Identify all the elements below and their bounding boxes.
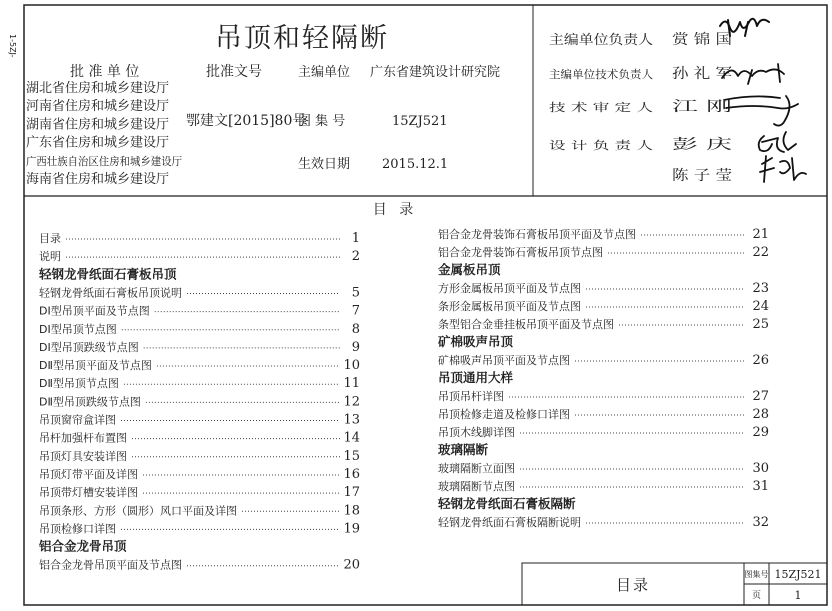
- toc-entry-page: 24: [752, 299, 769, 314]
- atlas-no: 15ZJ521: [392, 114, 448, 129]
- toc-entry[interactable]: [39, 304, 360, 319]
- toc-entry-title: 铝合金龙骨吊顶平面及节点图: [39, 558, 182, 572]
- toc-entry-title: 玻璃隔断节点图: [438, 480, 515, 493]
- toc-entry-page: 18: [343, 503, 360, 519]
- approval-unit: 广西壮族自治区住房和城乡建设厅: [26, 154, 191, 168]
- toc-entry-page: 16: [343, 466, 360, 482]
- approval-doc-label: 批准文号: [206, 64, 262, 80]
- approval-unit: 海南省住房和城乡建设厅: [26, 172, 170, 187]
- editor-unit: 广东省建筑设计研究院: [370, 65, 501, 80]
- responsible-role: 技 术 审 定 人: [549, 101, 618, 114]
- toc-entry-page: 20: [343, 557, 360, 573]
- toc-entry[interactable]: [438, 515, 769, 530]
- toc-entry-title: 吊顶吊杆详图: [438, 390, 504, 403]
- toc-entry[interactable]: [39, 376, 360, 391]
- toc-entry-title: DⅡ型吊顶跌级节点图: [39, 395, 141, 409]
- toc-entry-page: 19: [343, 521, 360, 537]
- toc-entry-page: 29: [752, 425, 769, 440]
- title-block-page-label: 页: [751, 591, 762, 601]
- toc-section-heading: 金属板吊顶: [438, 262, 501, 277]
- toc-entry-title: 吊顶检修走道及检修口详图: [438, 408, 570, 421]
- toc-entry-title: DⅠ型吊顶跌级节点图: [39, 340, 139, 354]
- toc-entry[interactable]: [438, 245, 769, 260]
- toc-entry-page: 11: [343, 376, 360, 392]
- toc-right-column: [437, 227, 769, 530]
- toc-entry-title: 方形金属板吊顶平面及节点图: [438, 282, 581, 295]
- toc-entry[interactable]: [39, 231, 360, 246]
- toc-entry[interactable]: [438, 281, 769, 296]
- toc-entry-title: 吊杆加强杆布置图: [39, 431, 127, 445]
- responsible-name: 彭 庆: [672, 137, 705, 153]
- toc-entry-page: 30: [752, 461, 769, 476]
- toc-entry[interactable]: [39, 503, 360, 518]
- toc-entry-title: 吊顶灯具安装详图: [39, 449, 127, 463]
- toc-entry[interactable]: [438, 425, 769, 440]
- title-block-atlas-no: 15ZJ521: [774, 568, 822, 581]
- effective-date: 2015.12.1: [382, 157, 449, 172]
- toc-entry-page: 26: [752, 353, 769, 368]
- toc-entry-title: 吊顶条形、方形（圆形）风口平面及详图: [39, 504, 237, 518]
- toc-entry[interactable]: [39, 449, 360, 464]
- toc-entry-page: 1: [351, 231, 360, 246]
- approval-unit: 湖南省住房和城乡建设厅: [26, 117, 170, 133]
- toc-entry-title: 吊顶带灯槽安装详图: [39, 486, 138, 500]
- toc-entry-page: 10: [343, 358, 360, 374]
- toc-entry-title: 条形金属板吊顶平面及节点图: [438, 300, 581, 313]
- atlas-label: 图 集 号: [298, 114, 346, 129]
- toc-entry-page: 17: [343, 485, 360, 501]
- responsible-role: 主编单位技术负责人: [549, 68, 648, 81]
- toc-entry-page: 8: [351, 321, 360, 337]
- toc-entry-title: DⅡ型吊顶平面及节点图: [39, 359, 152, 373]
- toc-entry-page: 9: [351, 339, 360, 355]
- signature-peng: [759, 132, 796, 152]
- toc-entry-title: 目录: [39, 232, 61, 245]
- toc-entry-title: DⅡ型吊顶节点图: [39, 377, 119, 391]
- toc-entry-title: 吊顶灯带平面及详图: [39, 467, 138, 481]
- toc-entry[interactable]: [438, 389, 769, 404]
- approval-col-label: 批 准 单 位: [70, 64, 140, 80]
- signature-jiang: [724, 96, 798, 126]
- toc-entry[interactable]: [39, 285, 360, 300]
- toc-entry[interactable]: [438, 299, 769, 314]
- toc-entry-page: 23: [752, 281, 769, 296]
- toc-section-heading: 铝合金龙骨吊顶: [39, 538, 127, 554]
- toc-entry-title: 铝合金龙骨装饰石膏板吊顶节点图: [438, 246, 603, 259]
- toc-entry-page: 21: [752, 227, 769, 242]
- toc-entry-title: 轻钢龙骨纸面石膏板隔断说明: [438, 516, 581, 529]
- toc-entry[interactable]: [438, 461, 769, 476]
- toc-section-heading: 吊顶通用大样: [438, 370, 514, 385]
- edge-mark: 1-5ZJ-: [8, 34, 17, 58]
- toc-entry-title: DⅠ型吊顶平面及节点图: [39, 304, 150, 318]
- responsible-role: 主编单位负责人: [549, 33, 641, 48]
- toc-entry[interactable]: [39, 558, 360, 573]
- toc-entry-page: 7: [351, 303, 360, 319]
- toc-section-heading: 轻钢龙骨纸面石膏板隔断: [438, 496, 576, 511]
- toc-entry-page: 2: [351, 249, 360, 265]
- toc-title: 目 录: [372, 202, 418, 218]
- toc-entry[interactable]: [39, 431, 360, 446]
- toc-entry-page: 25: [752, 317, 769, 332]
- toc-entry[interactable]: [438, 227, 769, 242]
- toc-entry[interactable]: [39, 340, 360, 355]
- toc-entry-page: 5: [351, 285, 360, 301]
- signature-chen: [760, 156, 806, 182]
- responsible-role: 设 计 负 责 人: [549, 139, 618, 152]
- responsible-name: 孙 礼 军: [672, 66, 723, 82]
- toc-section-heading: 玻璃隔断: [438, 442, 489, 457]
- toc-entry-page: 14: [343, 430, 360, 446]
- toc-entry-title: 说明: [39, 250, 61, 264]
- responsible-name: 赏 锦 国: [672, 32, 723, 48]
- toc-entry-page: 15: [343, 448, 360, 464]
- toc-entry[interactable]: [438, 407, 769, 422]
- approval-unit: 湖北省住房和城乡建设厅: [26, 81, 170, 96]
- toc-entry-title: 吊顶木线脚详图: [438, 426, 515, 439]
- toc-entry[interactable]: [438, 317, 769, 332]
- toc-entry-title: 玻璃隔断立面图: [438, 462, 515, 475]
- toc-entry[interactable]: [39, 413, 360, 428]
- responsible-name: 陈 子 莹: [672, 168, 723, 184]
- toc-entry-title: 吊顶检修口详图: [39, 522, 116, 536]
- toc-entry-page: 13: [343, 412, 360, 428]
- title-block-atlas-label: 图集号: [744, 570, 769, 579]
- toc-entry[interactable]: [39, 322, 360, 337]
- toc-entry-page: 31: [752, 479, 769, 494]
- effective-label: 生效日期: [298, 157, 351, 172]
- approval-unit: 河南省住房和城乡建设厅: [26, 99, 170, 115]
- toc-entry-title: DⅠ型吊顶节点图: [39, 322, 117, 336]
- approval-unit: 广东省住房和城乡建设厅: [26, 135, 170, 151]
- toc-entry-page: 27: [752, 389, 769, 404]
- toc-entry-title: 吊顶窗帘盒详图: [39, 413, 116, 427]
- toc-entry[interactable]: [39, 394, 360, 409]
- toc-section-heading: 轻钢龙骨纸面石膏板吊顶: [39, 266, 177, 282]
- toc-entry[interactable]: [39, 467, 360, 482]
- toc-entry-title: 轻钢龙骨纸面石膏板吊顶说明: [39, 286, 182, 300]
- toc-entry-title: 矿棉吸声吊顶平面及节点图: [438, 354, 570, 367]
- toc-entry[interactable]: [39, 521, 360, 536]
- toc-entry-page: 22: [752, 245, 769, 260]
- toc-entry[interactable]: [438, 353, 769, 368]
- toc-section-heading: 矿棉吸声吊顶: [438, 334, 514, 349]
- title-block-page-no: 1: [794, 589, 802, 602]
- title-block-sheet-name: 目录: [615, 576, 651, 594]
- toc-entry[interactable]: [39, 249, 360, 264]
- editor-unit-label: 主编单位: [298, 65, 351, 80]
- page-title: 吊顶和轻隔断: [215, 23, 389, 54]
- approval-doc-no: 鄂建文[2015]80号: [186, 113, 307, 129]
- toc-left-column: [38, 231, 360, 573]
- toc-entry[interactable]: [39, 358, 360, 373]
- toc-entry-page: 32: [752, 515, 769, 530]
- toc-entry[interactable]: [39, 485, 360, 500]
- toc-entry[interactable]: [438, 479, 769, 494]
- toc-entry-page: 12: [343, 394, 360, 410]
- toc-entry-title: 条型铝合金垂挂板吊顶平面及节点图: [438, 318, 614, 331]
- toc-entry-page: 28: [752, 407, 769, 422]
- responsible-name: 江 刚: [672, 99, 705, 115]
- toc-entry-title: 铝合金龙骨装饰石膏板吊顶平面及节点图: [438, 228, 636, 241]
